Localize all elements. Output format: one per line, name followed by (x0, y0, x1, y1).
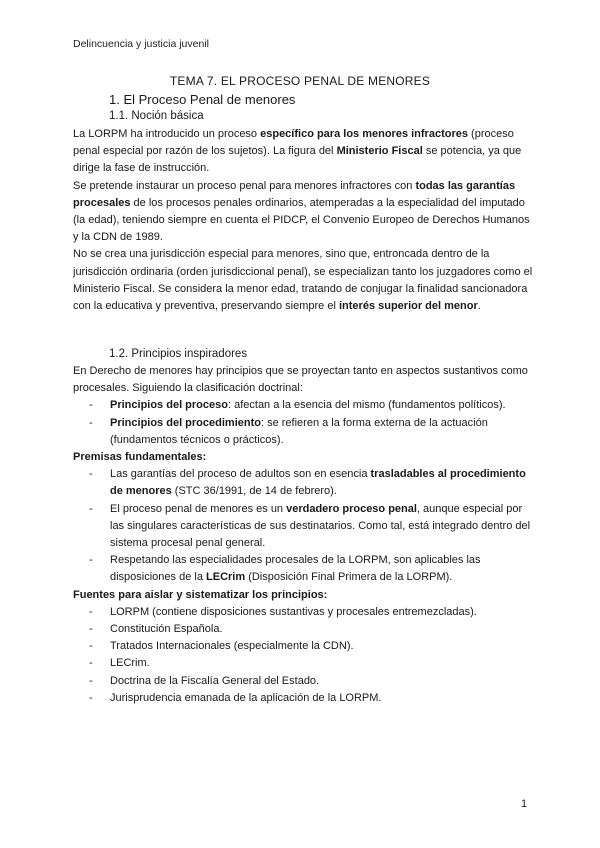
section-heading: 1. El Proceso Penal de menores (109, 92, 296, 107)
paragraph: No se crea una jurisdicción especial para menores, sino que, entroncada dentro de la jurisdicción ordinaria (orden jurisdiccional penal), se especializan tanto los juzgadores como el Ministerio Fiscal. Se considera la menor edad, tratando de conjugar la finalidad sancionadora con la educativa y preventiva, preservando siempre el interés superior del menor. (73, 248, 533, 313)
paragraph: En Derecho de menores hay principios que se proyectan tanto en aspectos sustantivos como procesales. Siguiendo la clasificación doctrinal: (73, 365, 528, 395)
list-item: - Doctrina de la Fiscalía General del Estado. (73, 673, 533, 690)
principios-list (73, 397, 533, 449)
paragraph: Se pretende instaurar un proceso penal para menores infractores con todas las garantías procesales de los procesos penales ordinarios, atemperadas a la especialidad del imputado (la edad), teniendo siempre en cuenta el PIDCP, el Convenio Europeo de Derechos Humanos y la CDN de 1989. (73, 179, 530, 244)
fuentes-list (73, 604, 533, 707)
list-item: - Principios del procedimiento: se refieren a la forma externa de la actuación (fundamentos técnicos o prácticos). (73, 415, 533, 449)
paragraph: La LORPM ha introducido un proceso específico para los menores infractores (proceso penal especial por razón de los sujetos). La figura del Ministerio Fiscal se potencia, ya que dirige la fase de instrucción. (73, 128, 522, 175)
list-item: - Constitución Española. (73, 621, 533, 638)
list-item: - LORPM (contiene disposiciones sustantivas y procesales entremezcladas). (73, 604, 533, 621)
document-header: Delincuencia y justicia juvenil (73, 38, 209, 50)
list-item: - Principios del proceso: afectan a la esencia del mismo (fundamentos políticos). (73, 397, 533, 414)
list-item: - LECrim. (73, 655, 533, 672)
list-item: - El proceso penal de menores es un verdadero proceso penal, aunque especial por las singulares características de sus destinatarios. Como tal, está integrado dentro del sistema procesal penal general. (73, 501, 533, 553)
list-item: - Jurisprudencia emanada de la aplicación de la LORPM. (73, 690, 533, 707)
subsection-heading: 1.1. Noción básica (109, 110, 204, 122)
list-item: - Tratados Internacionales (especialmente la CDN). (73, 638, 533, 655)
list-heading: Premisas fundamentales: (73, 451, 207, 464)
page-number: 1 (521, 798, 528, 810)
principios-body (73, 363, 533, 707)
subsection-heading: 1.2. Principios inspiradores (109, 348, 248, 360)
list-item: - Las garantías del proceso de adultos son en esencia trasladables al procedimiento de menores (STC 36/1991, de 14 de febrero). (73, 466, 533, 500)
nocion-basica-body (73, 126, 533, 315)
list-item: - Respetando las especialidades procesales de la LORPM, son aplicables las disposiciones de la LECrim (Disposición Final Primera de la LORPM). (73, 552, 533, 586)
premisas-list (73, 466, 533, 586)
page-title: TEMA 7. EL PROCESO PENAL DE MENORES (169, 74, 431, 88)
list-heading: Fuentes para aislar y sistematizar los principios: (73, 588, 328, 601)
